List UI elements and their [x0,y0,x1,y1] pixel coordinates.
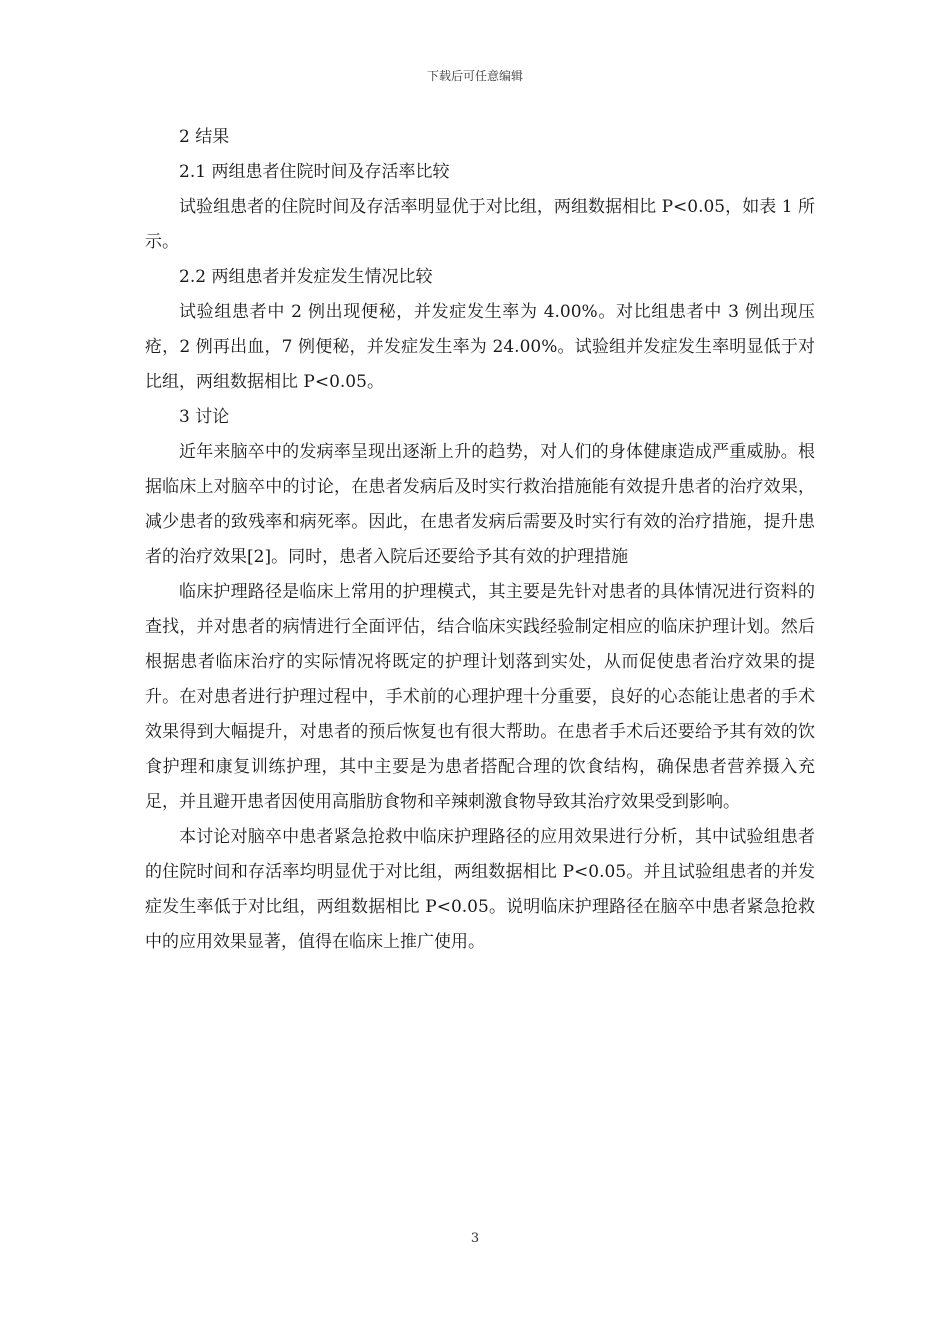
paragraph-2-2: 试验组患者中 2 例出现便秘，并发症发生率为 4.00%。对比组患者中 3 例出现压疮，2 例再出血，7 例便秘，并发症发生率为 24.00%。试验组并发症发生率明显低于对比组，两组数据相比 P<0.05。 [145,302,815,392]
paragraph-2-1: 试验组患者的住院时间及存活率明显优于对比组，两组数据相比 P<0.05，如表 1 所示。 [145,197,815,252]
page-header-note: 下载后可任意编辑 [426,69,523,83]
paragraph-discussion-2: 临床护理路径是临床上常用的护理模式，其主要是先针对患者的具体情况进行资料的查找，并对患者的病情进行全面评估，结合临床实践经验制定相应的临床护理计划。然后根据患者临床治疗的实际情况将既定的护理计划落到实处，从而促使患者治疗效果的提升。在对患者进行护理过程中，手术前的心理护理十分重要，良好的心态能让患者的手术效果得到大幅提升，对患者的预后恢复也有很大帮助。在患者手术后还要给予其有效的饮食护理和康复训练护理，其中主要是为患者搭配合理的饮食结构，确保患者营养摄入充足，并且避开患者因使用高脂肪食物和辛辣刺激食物导致其治疗效果受到影响。 [145,582,815,812]
subsection-heading-2-1: 2.1 两组患者住院时间及存活率比较 [179,162,450,182]
subsection-heading-2-2: 2.2 两组患者并发症发生情况比较 [179,267,433,287]
section-heading-results: 2 结果 [179,127,230,147]
document-body [145,120,815,960]
page-number: 3 [470,1231,480,1246]
section-heading-discussion: 3 讨论 [179,407,230,427]
paragraph-discussion-1: 近年来脑卒中的发病率呈现出逐渐上升的趋势，对人们的身体健康造成严重威胁。根据临床上对脑卒中的讨论，在患者发病后及时实行救治措施能有效提升患者的治疗效果，减少患者的致残率和病死率。因此，在患者发病后需要及时实行有效的治疗措施，提升患者的治疗效果[2]。同时，患者入院后还要给予其有效的护理措施 [145,442,815,567]
paragraph-discussion-3: 本讨论对脑卒中患者紧急抢救中临床护理路径的应用效果进行分析，其中试验组患者的住院时间和存活率均明显优于对比组，两组数据相比 P<0.05。并且试验组患者的并发症发生率低于对比组，两组数据相比 P<0.05。说明临床护理路径在脑卒中患者紧急抢救中的应用效果显著，值得在临床上推广使用。 [145,827,815,952]
